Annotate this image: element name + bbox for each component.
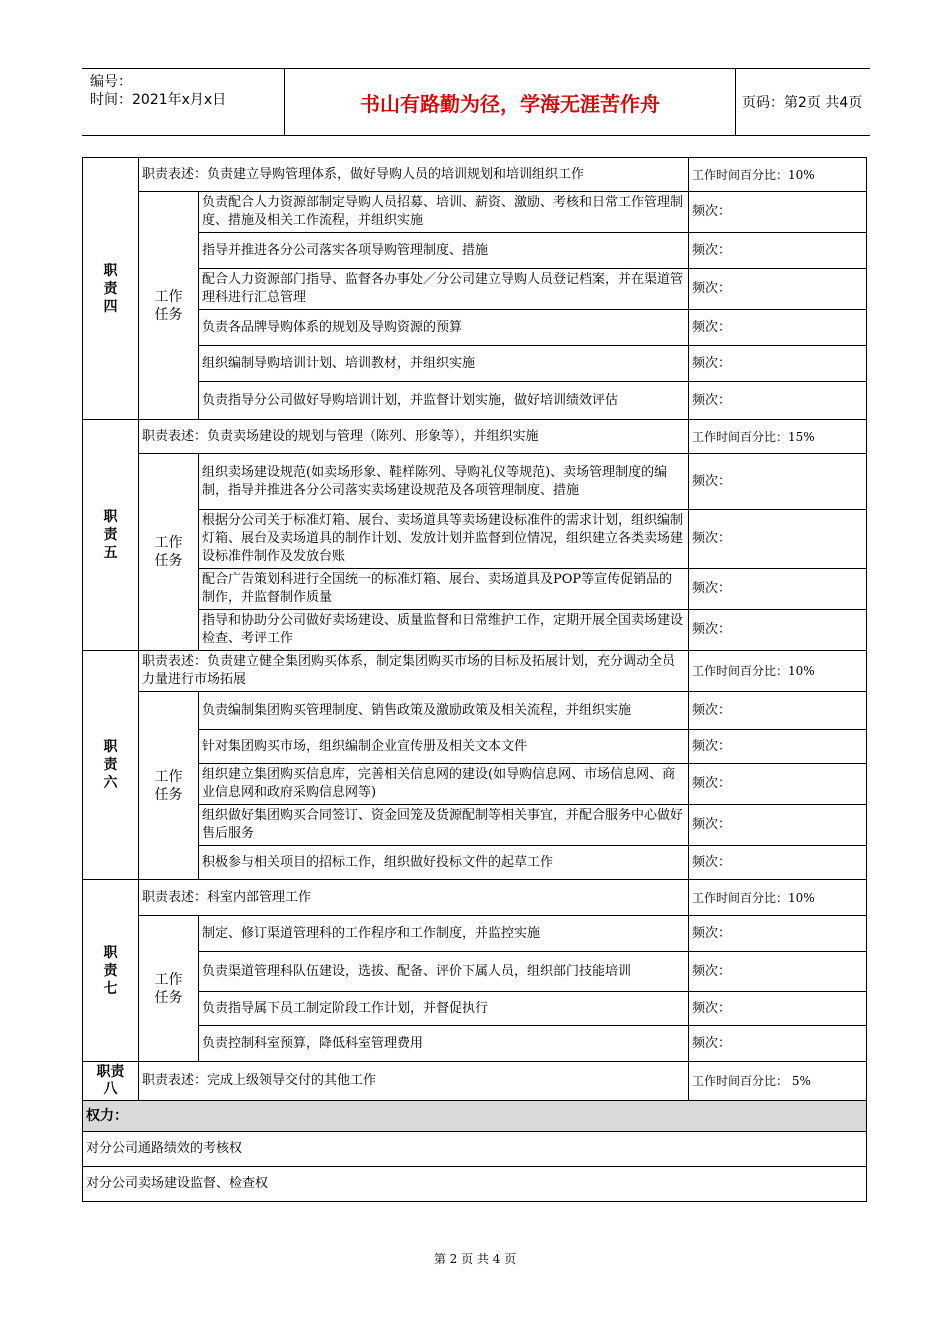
frequency-field: 频次： (689, 1026, 867, 1062)
duty-label: 职 责 六 (83, 651, 139, 880)
work-time-percentage: 工作时间百分比：10% (689, 158, 867, 192)
frequency-field: 频次： (689, 569, 867, 610)
power-item: 对分公司通路绩效的考核权 (83, 1132, 867, 1167)
power-heading: 权力： (86, 1108, 128, 1124)
task-row (83, 916, 867, 952)
work-time-percentage: 工作时间百分比：10% (689, 880, 867, 916)
task-description: 负责配合人力资源部制定导购人员招募、培训、薪资、激励、考核和日常工作管理制度、措施及相关工作流程，并组织实施 (199, 192, 689, 233)
task-row (83, 952, 867, 992)
task-description: 配合广告策划科进行全国统一的标准灯箱、展台、卖场道具及POP等宣传促销品的制作，并监督制作质量 (199, 569, 689, 610)
task-description: 负责指导属下员工制定阶段工作计划，并督促执行 (199, 992, 689, 1026)
document-number-label: 编号： (90, 74, 132, 90)
task-description: 指导并推进各分公司落实各项导购管理制度、措施 (199, 233, 689, 269)
duty-desc-row (83, 880, 867, 916)
power-item: 对分公司卖场建设监督、检查权 (83, 1167, 867, 1202)
power-row (83, 1132, 867, 1167)
power-row (83, 1167, 867, 1202)
task-row (83, 692, 867, 730)
frequency-field: 频次： (689, 805, 867, 846)
frequency-field: 频次： (689, 764, 867, 805)
frequency-field: 频次： (689, 346, 867, 382)
work-task-label: 工作 任务 (139, 192, 199, 420)
task-row (83, 382, 867, 420)
work-time-percentage: 工作时间百分比： 5% (689, 1062, 867, 1101)
task-description: 组织编制导购培训计划、培训教材，并组织实施 (199, 346, 689, 382)
task-description: 根据分公司关于标准灯箱、展台、卖场道具等卖场建设标准件的需求计划，组织编制灯箱、展台及卖场道具的制作计划、发放计划并监督到位情况，组织建立各类卖场建设标准件制作及发放台账 (199, 510, 689, 569)
task-row (83, 1026, 867, 1062)
task-row (83, 805, 867, 846)
duty-desc-row (83, 420, 867, 454)
task-description: 组织做好集团购买合同签订、资金回笼及货源配制等相关事宜，并配合服务中心做好售后服务 (199, 805, 689, 846)
task-row (83, 346, 867, 382)
duty-label: 职 责 五 (83, 420, 139, 651)
task-row (83, 310, 867, 346)
frequency-field: 频次： (689, 192, 867, 233)
work-time-percentage: 工作时间百分比：10% (689, 651, 867, 692)
duty-description: 职责表述：负责建立导购管理体系，做好导购人员的培训规划和培训组织工作 (139, 158, 689, 192)
frequency-field: 频次： (689, 952, 867, 992)
task-description: 积极参与相关项目的招标工作，组织做好投标文件的起草工作 (199, 846, 689, 880)
task-row (83, 610, 867, 651)
duty-label: 职 责 七 (83, 880, 139, 1062)
frequency-field: 频次： (689, 992, 867, 1026)
document-date-label: 时间：2021年x月x日 (90, 92, 227, 108)
task-description: 制定、修订渠道管理科的工作程序和工作制度，并监控实施 (199, 916, 689, 952)
task-row (83, 846, 867, 880)
power-heading-row (83, 1101, 867, 1132)
duty-eight-row (83, 1062, 867, 1101)
header-motto: 书山有路勤为径，学海无涯苦作舟 (284, 69, 736, 135)
page-footer: 第 2 页 共 4 页 (433, 1252, 517, 1266)
duty-label: 职责 八 (83, 1062, 139, 1101)
header-meta (82, 69, 282, 135)
duty-desc-row (83, 651, 867, 692)
frequency-field: 频次： (689, 454, 867, 510)
task-description: 配合人力资源部门指导、监督各办事处／分公司建立导购人员登记档案，并在渠道管理科进行汇总管理 (199, 269, 689, 310)
task-description: 组织建立集团购买信息库，完善相关信息网的建设(如导购信息网、市场信息网、商业信息网和政府采购信息网等) (199, 764, 689, 805)
duty-desc-row (83, 158, 867, 192)
task-description: 负责编制集团购买管理制度、销售政策及激励政策及相关流程，并组织实施 (199, 692, 689, 730)
work-task-label: 工作 任务 (139, 454, 199, 651)
task-row (83, 269, 867, 310)
frequency-field: 频次： (689, 382, 867, 420)
duty-description: 职责表述：负责卖场建设的规划与管理（陈列、形象等），并组织实施 (139, 420, 689, 454)
duties-table-body (83, 158, 867, 1202)
duty-label: 职 责 四 (83, 158, 139, 420)
task-description: 负责控制科室预算，降低科室管理费用 (199, 1026, 689, 1062)
frequency-field: 频次： (689, 692, 867, 730)
task-description: 组织卖场建设规范(如卖场形象、鞋样陈列、导购礼仪等规范)、卖场管理制度的编制，指导并推进各分公司落实卖场建设规范及各项管理制度、措施 (199, 454, 689, 510)
page-header (82, 68, 870, 136)
task-row (83, 454, 867, 510)
frequency-field: 频次： (689, 730, 867, 764)
task-description: 负责指导分公司做好导购培训计划，并监督计划实施，做好培训绩效评估 (199, 382, 689, 420)
frequency-field: 频次： (689, 610, 867, 651)
frequency-field: 频次： (689, 310, 867, 346)
frequency-field: 频次： (689, 510, 867, 569)
work-task-label: 工作 任务 (139, 692, 199, 880)
frequency-field: 频次： (689, 846, 867, 880)
task-row (83, 233, 867, 269)
task-description: 负责渠道管理科队伍建设，选拔、配备、评价下属人员，组织部门技能培训 (199, 952, 689, 992)
duty-description: 职责表述：科室内部管理工作 (139, 880, 689, 916)
task-row (83, 992, 867, 1026)
frequency-field: 频次： (689, 233, 867, 269)
task-row (83, 510, 867, 569)
work-task-label: 工作 任务 (139, 916, 199, 1062)
frequency-field: 频次： (689, 916, 867, 952)
task-description: 针对集团购买市场，组织编制企业宣传册及相关文本文件 (199, 730, 689, 764)
task-description: 指导和协助分公司做好卖场建设、质量监督和日常维护工作，定期开展全国卖场建设检查、考评工作 (199, 610, 689, 651)
header-page-label: 页码：第2页 共4页 (742, 95, 863, 111)
power-heading-cell (83, 1101, 867, 1132)
task-description: 负责各品牌导购体系的规划及导购资源的预算 (199, 310, 689, 346)
duty-description: 职责表述：负责建立健全集团购买体系，制定集团购买市场的目标及拓展计划，充分调动全员力量进行市场拓展 (139, 651, 689, 692)
task-row (83, 192, 867, 233)
duty-description: 职责表述：完成上级领导交付的其他工作 (139, 1062, 689, 1101)
work-time-percentage: 工作时间百分比：15% (689, 420, 867, 454)
task-row (83, 569, 867, 610)
task-row (83, 730, 867, 764)
frequency-field: 频次： (689, 269, 867, 310)
task-row (83, 764, 867, 805)
duties-table (82, 157, 867, 1202)
